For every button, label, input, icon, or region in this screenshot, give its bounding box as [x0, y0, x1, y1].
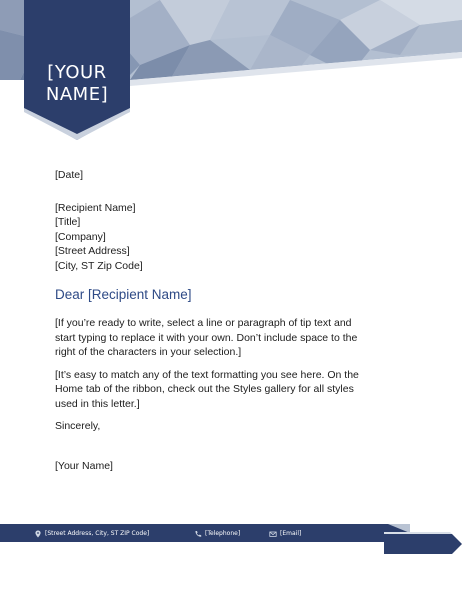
- your-name-title: [24, 62, 130, 106]
- phone-icon: [194, 530, 202, 538]
- footer-contact: [0, 527, 410, 541]
- footer-address-text: [Street Address, City, ST ZIP Code]: [45, 530, 150, 537]
- name-line-1: [YOUR: [47, 62, 107, 83]
- recipient-city: [City, ST Zip Code]: [55, 259, 143, 272]
- letter-body: [55, 168, 360, 473]
- footer-email: [269, 527, 301, 541]
- recipient-name: [Recipient Name]: [55, 201, 136, 214]
- closing: Sincerely,: [55, 420, 101, 432]
- date-field: [Date]: [55, 169, 84, 181]
- body-paragraph-2: [It’s easy to match any of the text formatting you see here. On the Home tab of the ribbon, check out the Styles gallery for all styles used in this letter.]: [55, 368, 359, 410]
- email-icon: [269, 530, 277, 538]
- name-line-2: NAME]: [45, 84, 109, 105]
- recipient-street: [Street Address]: [55, 245, 130, 257]
- location-pin-icon: [34, 530, 42, 538]
- recipient-title: [Title]: [55, 216, 81, 228]
- footer-address: [34, 527, 149, 541]
- footer-email-text: [Email]: [280, 530, 302, 537]
- footer-telephone-text: [Telephone]: [205, 530, 241, 537]
- recipient-company: [Company]: [55, 230, 106, 243]
- footer-telephone: [194, 527, 240, 541]
- signature-name: [Your Name]: [55, 459, 113, 472]
- salutation: Dear [Recipient Name]: [55, 287, 192, 302]
- body-paragraph-1: [If you’re ready to write, select a line or paragraph of tip text and start typing to replace it with your own. Don’t include space to the right of the characters in your selection.]: [55, 317, 358, 358]
